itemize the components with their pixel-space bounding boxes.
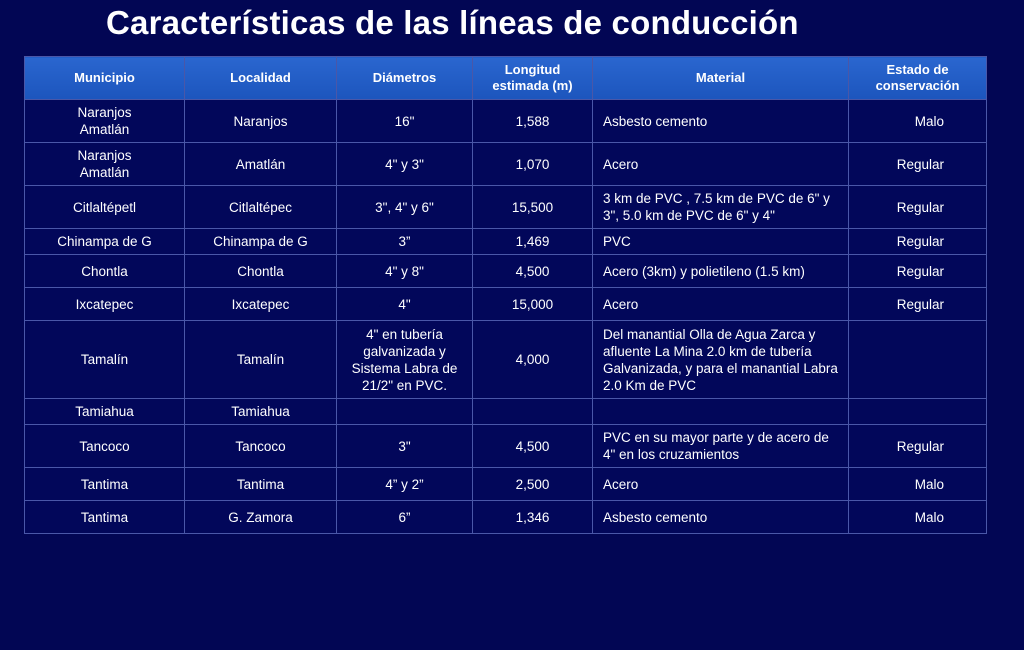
table-row (25, 229, 987, 255)
cell-diametros: 16" (337, 100, 473, 143)
conduction-lines-table (24, 56, 987, 534)
cell-estado: Regular (849, 143, 987, 186)
cell-estado: Malo (849, 468, 987, 501)
table-row (25, 143, 987, 186)
header-material: Material (593, 57, 849, 100)
cell-material: Acero (593, 143, 849, 186)
cell-municipio: Tantima (25, 468, 185, 501)
cell-diametros: 6” (337, 501, 473, 534)
cell-material: Acero (3km) y polietileno (1.5 km) (593, 255, 849, 288)
cell-localidad: Tamiahua (185, 399, 337, 425)
header-localidad: Localidad (185, 57, 337, 100)
cell-estado: Regular (849, 186, 987, 229)
cell-localidad: Chontla (185, 255, 337, 288)
cell-municipio: Tamalín (25, 321, 185, 399)
cell-estado (849, 399, 987, 425)
cell-longitud: 2,500 (473, 468, 593, 501)
cell-localidad: Tantima (185, 468, 337, 501)
table-row (25, 288, 987, 321)
table-row (25, 501, 987, 534)
cell-diametros: 3" (337, 425, 473, 468)
cell-diametros: 3", 4" y 6" (337, 186, 473, 229)
cell-diametros: 4" y 3" (337, 143, 473, 186)
cell-estado: Regular (849, 229, 987, 255)
header-longitud: Longitud estimada (m) (473, 57, 593, 100)
cell-municipio: Chontla (25, 255, 185, 288)
cell-localidad: Citlaltépec (185, 186, 337, 229)
cell-material: Acero (593, 288, 849, 321)
cell-diametros: 4" (337, 288, 473, 321)
table-row (25, 321, 987, 399)
header-diametros: Diámetros (337, 57, 473, 100)
cell-diametros: 4" y 8" (337, 255, 473, 288)
cell-diametros (337, 399, 473, 425)
table-row (25, 399, 987, 425)
cell-diametros: 4" en tubería galvanizada y Sistema Labra de 21/2" en PVC. (337, 321, 473, 399)
table-body (25, 100, 987, 534)
table-row (25, 100, 987, 143)
cell-longitud: 4,000 (473, 321, 593, 399)
table-row (25, 468, 987, 501)
cell-material: Del manantial Olla de Agua Zarca y afluente La Mina 2.0 km de tubería Galvanizada, y para el manantial Labra 2.0 Km de PVC (593, 321, 849, 399)
cell-material: Asbesto cemento (593, 100, 849, 143)
cell-municipio: Tantima (25, 501, 185, 534)
cell-municipio: Tancoco (25, 425, 185, 468)
cell-longitud: 15,000 (473, 288, 593, 321)
cell-localidad: Tamalín (185, 321, 337, 399)
cell-longitud: 15,500 (473, 186, 593, 229)
cell-municipio: Ixcatepec (25, 288, 185, 321)
cell-longitud: 1,346 (473, 501, 593, 534)
cell-longitud (473, 399, 593, 425)
cell-estado: Malo (849, 501, 987, 534)
cell-material: PVC en su mayor parte y de acero de 4" en los cruzamientos (593, 425, 849, 468)
cell-localidad: Chinampa de G (185, 229, 337, 255)
cell-municipio: Chinampa de G (25, 229, 185, 255)
table-row (25, 425, 987, 468)
cell-estado (849, 321, 987, 399)
cell-estado: Regular (849, 288, 987, 321)
table-row (25, 255, 987, 288)
cell-material: PVC (593, 229, 849, 255)
cell-material: Acero (593, 468, 849, 501)
slide-title: Características de las líneas de conducción (106, 4, 799, 41)
cell-longitud: 1,469 (473, 229, 593, 255)
cell-diametros: 4” y 2” (337, 468, 473, 501)
cell-material: 3 km de PVC , 7.5 km de PVC de 6" y 3", 5.0 km de PVC de 6" y 4" (593, 186, 849, 229)
cell-estado: Malo (849, 100, 987, 143)
cell-localidad: G. Zamora (185, 501, 337, 534)
cell-longitud: 4,500 (473, 425, 593, 468)
cell-material (593, 399, 849, 425)
cell-diametros: 3” (337, 229, 473, 255)
cell-longitud: 4,500 (473, 255, 593, 288)
table-row (25, 186, 987, 229)
cell-municipio: Naranjos Amatlán (25, 100, 185, 143)
header-estado: Estado de conservación (849, 57, 987, 100)
cell-localidad: Tancoco (185, 425, 337, 468)
cell-localidad: Ixcatepec (185, 288, 337, 321)
cell-municipio: Tamiahua (25, 399, 185, 425)
cell-municipio: Naranjos Amatlán (25, 143, 185, 186)
cell-municipio: Citlaltépetl (25, 186, 185, 229)
cell-estado: Regular (849, 255, 987, 288)
cell-localidad: Naranjos (185, 100, 337, 143)
cell-longitud: 1,588 (473, 100, 593, 143)
cell-localidad: Amatlán (185, 143, 337, 186)
cell-estado: Regular (849, 425, 987, 468)
header-municipio: Municipio (25, 57, 185, 100)
cell-material: Asbesto cemento (593, 501, 849, 534)
cell-longitud: 1,070 (473, 143, 593, 186)
table-header-row (25, 57, 987, 100)
